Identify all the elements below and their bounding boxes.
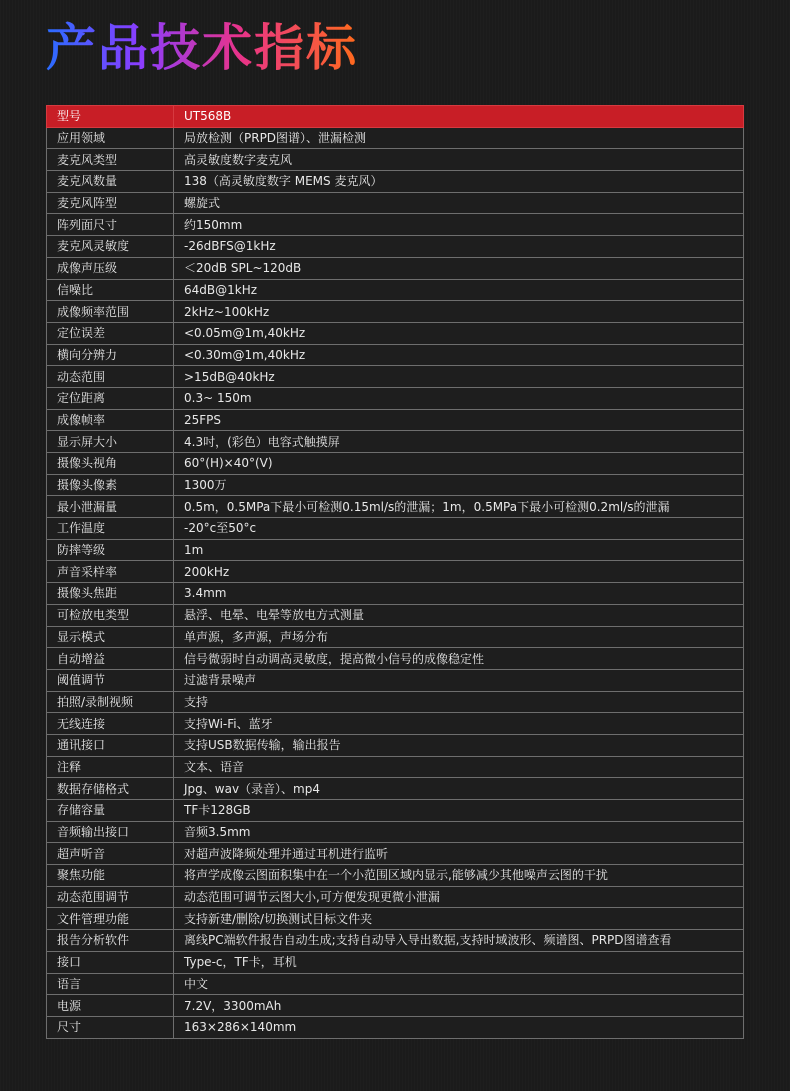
table-row: [47, 431, 744, 453]
table-row: [47, 886, 744, 908]
table-row: [47, 778, 744, 800]
spec-value: 2kHz~100kHz: [174, 301, 744, 323]
table-row: [47, 973, 744, 995]
spec-value: 将声学成像云图面积集中在一个小范围区域内显示,能够减少其他噪声云图的干扰: [174, 865, 744, 887]
spec-label: 尺寸: [47, 1016, 174, 1038]
spec-label: 成像声压级: [47, 257, 174, 279]
spec-label: 横向分辨力: [47, 344, 174, 366]
spec-label: 定位误差: [47, 322, 174, 344]
spec-value: 25FPS: [174, 409, 744, 431]
table-row: [47, 474, 744, 496]
spec-value: 动态范围可调节云图大小,可方便发现更微小泄漏: [174, 886, 744, 908]
table-row: [47, 366, 744, 388]
spec-value: 200kHz: [174, 561, 744, 583]
spec-label: 成像频率范围: [47, 301, 174, 323]
spec-label: 摄像头焦距: [47, 583, 174, 605]
spec-value: >15dB@40kHz: [174, 366, 744, 388]
spec-label: 声音采样率: [47, 561, 174, 583]
table-row: [47, 127, 744, 149]
spec-value: 支持: [174, 691, 744, 713]
spec-value: 信号微弱时自动调高灵敏度，提高微小信号的成像稳定性: [174, 648, 744, 670]
spec-value: -26dBFS@1kHz: [174, 236, 744, 258]
spec-value: Jpg、wav（录音）、mp4: [174, 778, 744, 800]
table-row: [47, 995, 744, 1017]
spec-value: 悬浮、电晕、电晕等放电方式测量: [174, 604, 744, 626]
spec-label: 音频输出接口: [47, 821, 174, 843]
table-row: [47, 843, 744, 865]
table-row: [47, 257, 744, 279]
table-row: [47, 387, 744, 409]
spec-label: 数据存储格式: [47, 778, 174, 800]
spec-label: 信噪比: [47, 279, 174, 301]
spec-label: 注释: [47, 756, 174, 778]
spec-label: 存储容量: [47, 800, 174, 822]
spec-label: 动态范围调节: [47, 886, 174, 908]
spec-value: 文本、语音: [174, 756, 744, 778]
spec-label: 自动增益: [47, 648, 174, 670]
spec-value: -20°c至50°c: [174, 518, 744, 540]
spec-label: 摄像头视角: [47, 453, 174, 475]
table-row: [47, 171, 744, 193]
table-row: [47, 236, 744, 258]
spec-label: 应用领域: [47, 127, 174, 149]
table-row: [47, 583, 744, 605]
table-row: [47, 279, 744, 301]
spec-label: 麦克风阵型: [47, 192, 174, 214]
spec-label: 麦克风数量: [47, 171, 174, 193]
spec-label: 无线连接: [47, 713, 174, 735]
table-row: [47, 691, 744, 713]
table-row: [47, 561, 744, 583]
spec-value: <0.05m@1m,40kHz: [174, 322, 744, 344]
spec-label: 动态范围: [47, 366, 174, 388]
spec-label: 摄像头像素: [47, 474, 174, 496]
spec-value: 支持USB数据传输，输出报告: [174, 734, 744, 756]
table-row: [47, 214, 744, 236]
spec-label: 拍照/录制视频: [47, 691, 174, 713]
table-row: [47, 301, 744, 323]
spec-label: 显示屏大小: [47, 431, 174, 453]
table-row: [47, 409, 744, 431]
spec-value: 3.4mm: [174, 583, 744, 605]
table-row: [47, 496, 744, 518]
table-row: [47, 149, 744, 171]
spec-label: 阈值调节: [47, 669, 174, 691]
table-row: [47, 344, 744, 366]
spec-value: 0.5m，0.5MPa下最小可检测0.15ml/s的泄漏；1m，0.5MPa下最小可检测0.2ml/s的泄漏: [174, 496, 744, 518]
table-row: [47, 518, 744, 540]
header-value: UT568B: [174, 106, 744, 128]
table-row: [47, 539, 744, 561]
spec-label: 超声听音: [47, 843, 174, 865]
spec-table: [46, 105, 744, 1039]
spec-value: 离线PC端软件报告自动生成;支持自动导入导出数据,支持时域波形、频谱图、PRPD图谱查看: [174, 930, 744, 952]
spec-value: 1m: [174, 539, 744, 561]
spec-label: 防摔等级: [47, 539, 174, 561]
spec-label: 聚焦功能: [47, 865, 174, 887]
header-label: 型号: [47, 106, 174, 128]
spec-value: 支持Wi-Fi、蓝牙: [174, 713, 744, 735]
spec-value: 1300万: [174, 474, 744, 496]
spec-label: 成像帧率: [47, 409, 174, 431]
spec-value: ＜20dB SPL~120dB: [174, 257, 744, 279]
table-row: [47, 756, 744, 778]
spec-label: 显示模式: [47, 626, 174, 648]
table-row: [47, 713, 744, 735]
spec-value: 60°(H)×40°(V): [174, 453, 744, 475]
spec-value: 7.2V，3300mAh: [174, 995, 744, 1017]
table-row: [47, 865, 744, 887]
spec-value: 支持新建/删除/切换测试目标文件夹: [174, 908, 744, 930]
table-row: [47, 453, 744, 475]
table-row: [47, 821, 744, 843]
spec-label: 语言: [47, 973, 174, 995]
spec-label: 最小泄漏量: [47, 496, 174, 518]
table-row: [47, 626, 744, 648]
spec-value: 约150mm: [174, 214, 744, 236]
spec-label: 阵列面尺寸: [47, 214, 174, 236]
table-header-row: [47, 106, 744, 128]
spec-value: 163×286×140mm: [174, 1016, 744, 1038]
page-title: 产品技术指标: [46, 19, 358, 77]
spec-value: 中文: [174, 973, 744, 995]
table-row: [47, 734, 744, 756]
spec-label: 通讯接口: [47, 734, 174, 756]
spec-value: <0.30m@1m,40kHz: [174, 344, 744, 366]
spec-value: 0.3~ 150m: [174, 387, 744, 409]
spec-value: 过滤背景噪声: [174, 669, 744, 691]
table-row: [47, 192, 744, 214]
spec-value: 对超声波降频处理并通过耳机进行监听: [174, 843, 744, 865]
spec-value: TF卡128GB: [174, 800, 744, 822]
table-row: [47, 322, 744, 344]
spec-value: 高灵敏度数字麦克风: [174, 149, 744, 171]
spec-value: 64dB@1kHz: [174, 279, 744, 301]
spec-value: 4.3吋，(彩色）电容式触摸屏: [174, 431, 744, 453]
table-row: [47, 800, 744, 822]
spec-value: 单声源，多声源，声场分布: [174, 626, 744, 648]
spec-value: Type-c，TF卡，耳机: [174, 951, 744, 973]
spec-value: 音频3.5mm: [174, 821, 744, 843]
spec-value: 螺旋式: [174, 192, 744, 214]
spec-label: 麦克风灵敏度: [47, 236, 174, 258]
spec-label: 工作温度: [47, 518, 174, 540]
table-row: [47, 908, 744, 930]
table-row: [47, 951, 744, 973]
spec-value: 局放检测（PRPD图谱）、泄漏检测: [174, 127, 744, 149]
spec-label: 可检放电类型: [47, 604, 174, 626]
spec-label: 文件管理功能: [47, 908, 174, 930]
table-row: [47, 669, 744, 691]
table-row: [47, 648, 744, 670]
spec-label: 报告分析软件: [47, 930, 174, 952]
table-row: [47, 930, 744, 952]
table-row: [47, 1016, 744, 1038]
spec-label: 电源: [47, 995, 174, 1017]
spec-label: 接口: [47, 951, 174, 973]
table-row: [47, 604, 744, 626]
spec-label: 麦克风类型: [47, 149, 174, 171]
spec-value: 138（高灵敏度数字 MEMS 麦克风）: [174, 171, 744, 193]
spec-label: 定位距离: [47, 387, 174, 409]
